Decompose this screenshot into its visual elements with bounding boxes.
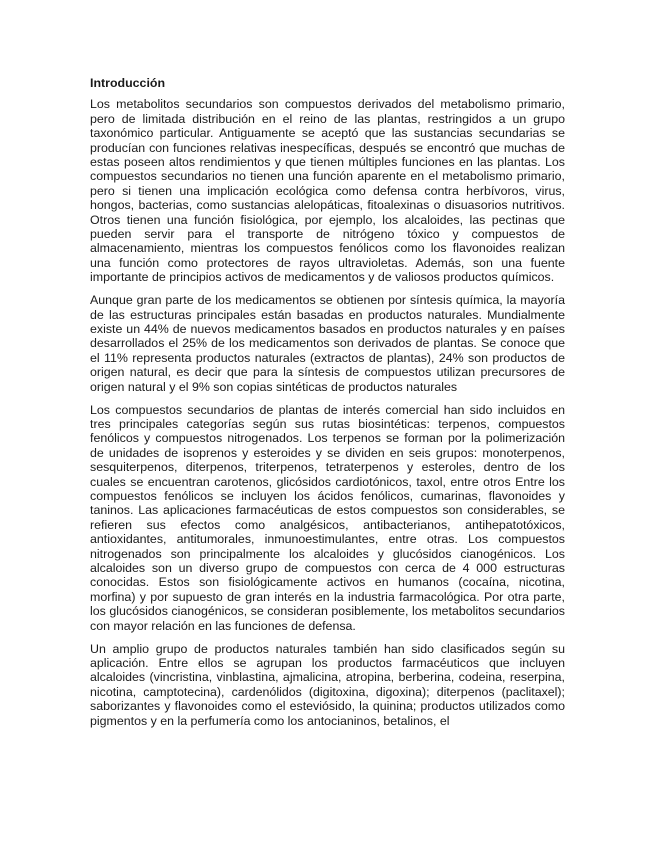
paragraph-2: Aunque gran parte de los medicamentos se obtienen por síntesis química, la mayoría de las estructuras principales están basadas en productos naturales. Mundialmente existe un 44% de nuevos medicamentos basados en productos naturales y en países desarrollados el 25% de los medicamentos son derivados de plantas. Se conoce que el 11% representa productos naturales (extractos de plantas), 24% son productos de origen natural, es decir que para la síntesis de compuestos utilizan precursores de origen natural y el 9% son copias sintéticas de productos naturales — [90, 293, 565, 394]
section-heading: Introducción — [90, 76, 166, 90]
paragraph-3: Los compuestos secundarios de plantas de interés comercial han sido incluidos en tres principales categorías según sus rutas biosintéticas: terpenos, compuestos fenólicos y compuestos nitrogenados. Los terpenos se forman por la polimerización de unidades de isoprenos y esteroides y se dividen en seis grupos: monoterpenos, sesquiterpenos, diterpenos, triterpenos, tetraterpenos y esteroles, dentro de los cuales se encuentran carotenos, glicósidos cardiotónicos, taxol, entre otros Entre los compuestos fenólicos se incluyen los ácidos fenólicos, cumarinas, flavonoides y taninos. Las aplicaciones farmacéuticas de estos compuestos son considerables, se refieren sus efectos como analgésicos, antibacterianos, antihepatotóxicos, antioxidantes, antitumorales, inmunoestimulantes, entre otras. Los compuestos nitrogenados son principalmente los alcaloides y glucósidos cianogénicos. Los alcaloides son un diverso grupo de compuestos con cerca de 4 000 estructuras conocidas. Estos son fisiológicamente activos en humanos (cocaína, nicotina, morfina) y por supuesto de gran interés en la industria farmacológica. Por otra parte, los glucósidos cianogénicos, se consideran posiblemente, los metabolitos secundarios con mayor relación en las funciones de defensa. — [90, 402, 565, 633]
paragraph-1: Los metabolitos secundarios son compuestos derivados del metabolismo primario, pero de limitada distribución en el reino de las plantas, restringidos a un grupo taxonómico particular. Antiguamente se aceptó que las sustancias secundarias se producían con funciones relativas inespecíficas, después se encontró que muchas de estas poseen altos rendimientos y que tienen múltiples funciones en las plantas. Los compuestos secundarios no tienen una función aparente en el metabolismo primario, pero si tienen una implicación ecológica como defensa contra herbívoros, virus, hongos, bacterias, como sustancias alelopáticas, fitoalexinas o disuasorios nutritivos. Otros tienen una función fisiológica, por ejemplo, los alcaloides, las pectinas que pueden servir para el transporte de nitrógeno tóxico y compuestos de almacenamiento, mientras los compuestos fenólicos como los flavonoides realizan una función como protectores de rayos ultravioletas. Además, son una fuente importante de principios activos de medicamentos y de valiosos productos químicos. — [90, 97, 565, 285]
document-page — [90, 76, 565, 736]
paragraph-4: Un amplio grupo de productos naturales también han sido clasificados según su aplicación. Entre ellos se agrupan los productos farmacéuticos que incluyen alcaloides (vincristina, vinblastina, ajmalicina, atropina, berberina, codeina, reserpina, nicotina, camptotecina), cardenólidos (digitoxina, digoxina); diterpenos (paclitaxel); saborizantes y flavonoides como el esteviósido, la quinina; productos utilizados como pigmentos y en la perfumería como los antocianinos, betalinos, el — [90, 641, 565, 728]
